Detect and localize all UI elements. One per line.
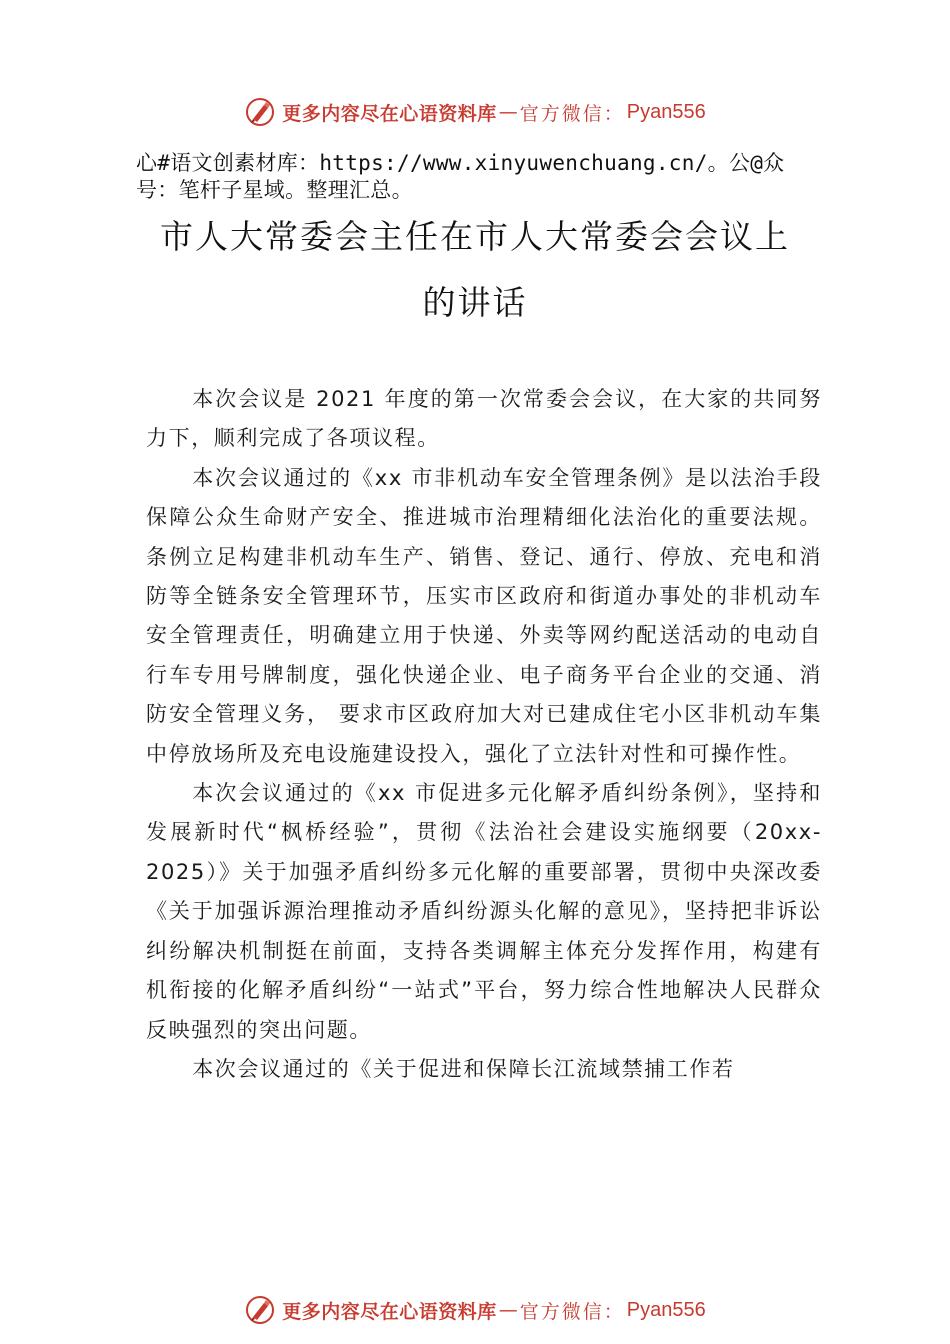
banner-wechat-label: 官方微信： — [519, 1300, 625, 1323]
title-line-2: 的讲话 — [422, 283, 528, 322]
header-banner — [0, 92, 950, 132]
pen-logo-icon — [244, 96, 276, 128]
paragraph: 本次会议通过的《xx 市非机动车安全管理条例》是以法治手段保障公众生命财产安全、推进城市治理精细化法治化的重要法规。条例立足构建非机动车生产、销售、登记、通行、停放、充电和消防等全链条安全管理环节，压实市区政府和街道办事处的非机动车安全管理责任，明确建立用于快递、外卖等网约配送活动的电动自行车专用号牌制度，强化快递企业、电子商务平台企业的交通、消防安全管理义务， 要求市区政府加大对已建成住宅小区非机动车集中停放场所及充电设施建设投入，强化了立法针对性和可操作性。 — [146, 465, 822, 766]
banner-wechat-id: Pyan556 — [626, 1298, 706, 1321]
banner-dash: — — [498, 1299, 518, 1321]
banner-slogan: 更多内容尽在心语资料库 — [282, 102, 497, 125]
footer-banner — [0, 1290, 950, 1330]
paragraph: 本次会议是 2021 年度的第一次常委会会议，在大家的共同努力下，顺利完成了各项议程。 — [146, 387, 822, 451]
document-title — [100, 204, 850, 336]
paragraph: 本次会议通过的《xx 市促进多元化解矛盾纠纷条例》，坚持和发展新时代“枫桥经验”，贯彻《法治社会建设实施纲要（20xx-2025）》关于加强矛盾纠纷多元化解的重要部署，贯彻中央深改委《关于加强诉源治理推动矛盾纠纷源头化解的意见》，坚持把非诉讼纠纷解决机制挺在前面，支持各类调解主体充分发挥作用，构建有机衔接的化解矛盾纠纷“一站式”平台，努力综合性地解决人民群众反映强烈的突出问题。 — [146, 781, 822, 1042]
banner-wechat-label: 官方微信： — [519, 102, 625, 125]
pen-logo-icon — [244, 1294, 276, 1326]
source-note: 心#语文创素材库：https://www.xinyuwenchuang.cn/。公@众号：笔杆子星域。整理汇总。 — [136, 151, 785, 202]
paragraph: 本次会议通过的《关于促进和保障长江流域禁捕工作若 — [192, 1056, 735, 1081]
banner-wechat-id: Pyan556 — [626, 100, 706, 123]
title-line-1: 市人大常委会主任在市人大常委会会议上 — [160, 217, 790, 256]
banner-slogan: 更多内容尽在心语资料库 — [282, 1300, 497, 1323]
banner-dash: — — [498, 101, 518, 123]
document-body — [146, 380, 822, 1089]
